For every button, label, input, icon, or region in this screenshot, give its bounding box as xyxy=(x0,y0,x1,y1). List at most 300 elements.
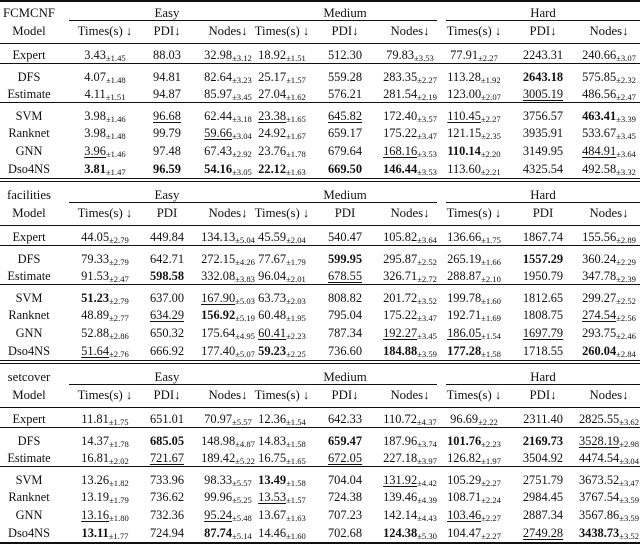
model-name: DFS xyxy=(17,251,41,266)
cell-value: 192.71 xyxy=(447,308,482,323)
cell-value: 101.76 xyxy=(447,433,482,448)
cell-std: ±2.20 xyxy=(480,149,501,159)
column-header: PDI↓ xyxy=(331,388,359,402)
cell-std: ±3.45 xyxy=(232,92,252,103)
cell-value: 2643.18 xyxy=(522,69,564,84)
table-row xyxy=(0,340,640,362)
cell-value: 724.38 xyxy=(327,490,363,505)
group-header-easy: Easy xyxy=(154,370,180,384)
cell-std: ±5.03 xyxy=(235,295,255,306)
column-header: PDI↓ xyxy=(331,24,359,38)
cell-value: 3149.95 xyxy=(522,144,564,158)
cell-value: 659.17 xyxy=(327,126,363,141)
cell-std: ±3.04 xyxy=(232,131,252,142)
cell-value: 326.71 xyxy=(383,269,418,284)
cell-value: 2887.34 xyxy=(522,508,564,522)
cell-value: 721.67 xyxy=(149,451,185,466)
cell-value: 795.04 xyxy=(327,308,363,323)
column-header: PDI xyxy=(334,206,356,220)
cell-value: 25.17 xyxy=(258,69,287,84)
cell-value: 103.46 xyxy=(447,508,482,522)
table-cell xyxy=(374,340,446,362)
cell-value: 736.60 xyxy=(327,343,363,358)
cell-std: ±3.05 xyxy=(232,166,252,177)
table-row xyxy=(0,158,640,180)
cell-std: ±2.52 xyxy=(417,256,437,267)
model-name: GNN xyxy=(15,326,43,340)
model-name: GNN xyxy=(15,144,43,158)
cell-value: 45.59 xyxy=(258,230,287,244)
cell-value: 724.94 xyxy=(149,525,185,540)
cell-value: 32.98 xyxy=(204,48,233,62)
column-header: PDI↓ xyxy=(529,388,557,402)
cell-value: 288.87 xyxy=(447,269,482,284)
column-header: PDI xyxy=(532,206,554,220)
cell-value: 3.96 xyxy=(84,144,106,158)
cell-value: 1950.79 xyxy=(522,269,564,284)
cell-std: ±3.53 xyxy=(414,53,434,63)
cell-value: 666.92 xyxy=(149,343,185,358)
cell-std: ±4.95 xyxy=(235,331,255,341)
cell-value: 332.08 xyxy=(201,269,236,284)
column-header: Times(s) ↓ xyxy=(77,206,133,220)
cell-value: 98.33 xyxy=(204,472,233,487)
table-rule xyxy=(0,102,640,103)
cell-value: 48.89 xyxy=(81,308,110,323)
cell-std: ±2.77 xyxy=(109,313,129,324)
cell-value: 707.23 xyxy=(327,508,363,522)
model-header: Model xyxy=(12,24,46,38)
column-header: Nodes↓ xyxy=(208,388,248,402)
cell-value: 283.35 xyxy=(383,69,418,84)
cell-std: ±2.03 xyxy=(286,295,306,306)
cell-std: ±2.10 xyxy=(481,274,501,285)
cell-value: 13.16 xyxy=(81,508,110,522)
cell-value: 110.72 xyxy=(383,412,417,426)
cell-value: 67.43 xyxy=(204,144,233,158)
cell-std: ±3.74 xyxy=(417,438,437,449)
cell-value: 449.84 xyxy=(149,230,185,244)
cell-value: 736.62 xyxy=(149,490,185,505)
cell-std: ±3.97 xyxy=(417,456,437,467)
cell-value: 189.42 xyxy=(201,451,236,466)
table-rule xyxy=(0,466,640,467)
cell-std: ±2.27 xyxy=(481,530,501,541)
cell-value: 678.55 xyxy=(327,269,363,284)
column-header: Times(s) ↓ xyxy=(77,24,133,38)
cell-value: 148.98 xyxy=(201,433,236,448)
cell-value: 113.28 xyxy=(447,69,481,84)
cell-value: 1812.65 xyxy=(522,290,564,305)
model-name: Ranknet xyxy=(8,126,50,141)
cell-std: ±4.43 xyxy=(417,513,437,523)
cell-value: 672.05 xyxy=(327,451,363,466)
table-cell xyxy=(309,522,381,544)
cell-std: ±1.66 xyxy=(481,256,501,267)
cell-std: ±3.64 xyxy=(616,149,636,159)
cell-value: 96.68 xyxy=(153,108,181,123)
cell-value: 1808.75 xyxy=(522,308,564,323)
cell-value: 110.45 xyxy=(447,108,481,123)
cell-value: 704.04 xyxy=(327,472,363,487)
cell-std: ±3.52 xyxy=(417,295,437,306)
cell-value: 486.56 xyxy=(582,87,617,102)
cell-value: 24.92 xyxy=(258,126,287,141)
cell-value: 79.33 xyxy=(81,251,110,266)
header-row-columns xyxy=(0,20,640,42)
cell-value: 227.18 xyxy=(383,451,418,466)
group-header-easy: Easy xyxy=(154,188,180,202)
cell-value: 651.01 xyxy=(149,412,185,426)
cell-std: ±3.52 xyxy=(619,530,640,541)
table-rule xyxy=(0,542,640,544)
cell-value: 184.88 xyxy=(383,343,418,358)
cell-value: 13.53 xyxy=(258,490,287,505)
cell-value: 463.41 xyxy=(582,108,617,123)
cell-value: 175.64 xyxy=(201,326,236,340)
cell-std: ±1.57 xyxy=(286,495,306,506)
cell-value: 3567.86 xyxy=(578,508,620,522)
cell-std: ±5.30 xyxy=(417,530,437,541)
cell-std: ±3.47 xyxy=(417,313,437,324)
cell-std: ±3.47 xyxy=(619,477,640,488)
cell-value: 94.81 xyxy=(153,69,181,84)
cell-value: 124.38 xyxy=(383,525,418,540)
cell-std: ±3.04 xyxy=(619,456,640,467)
cell-value: 576.21 xyxy=(327,87,363,102)
cell-value: 3935.91 xyxy=(522,126,564,141)
cell-value: 260.04 xyxy=(582,343,617,358)
cell-value: 177.40 xyxy=(201,343,236,358)
cell-value: 14.83 xyxy=(258,433,287,448)
cell-value: 4474.54 xyxy=(578,451,620,466)
cell-value: 23.38 xyxy=(258,108,287,123)
cell-std: ±1.67 xyxy=(286,131,306,142)
model-name: DFS xyxy=(17,69,41,84)
cell-value: 533.67 xyxy=(582,126,617,141)
cell-value: 94.87 xyxy=(153,87,181,102)
group-header-medium: Medium xyxy=(323,370,367,384)
cell-std: ±2.27 xyxy=(481,477,501,488)
cell-std: ±4.39 xyxy=(417,495,437,506)
cell-value: 51.64 xyxy=(81,343,110,358)
cell-value: 669.50 xyxy=(327,161,363,176)
cell-value: 295.87 xyxy=(383,251,418,266)
model-header: Model xyxy=(12,206,46,220)
cell-value: 113.60 xyxy=(447,161,481,176)
cell-std: ±1.77 xyxy=(108,530,129,541)
cell-std: ±2.39 xyxy=(616,274,636,285)
model-name: Dso4NS xyxy=(8,343,50,358)
cell-value: 4325.54 xyxy=(522,161,564,176)
table-rule xyxy=(0,427,640,428)
model-name: SVM xyxy=(15,472,43,487)
cell-value: 156.92 xyxy=(201,308,236,323)
cell-std: ±2.07 xyxy=(481,92,501,103)
table-cell xyxy=(246,158,318,180)
cell-value: 168.16 xyxy=(383,144,418,158)
cell-std: ±1.92 xyxy=(480,74,501,85)
column-header: Nodes↓ xyxy=(208,206,248,220)
cell-value: 733.96 xyxy=(149,472,185,487)
group-header-hard: Hard xyxy=(530,188,556,202)
column-header: Nodes↓ xyxy=(208,24,248,38)
cell-value: 11.81 xyxy=(81,412,109,426)
cell-std: ±5.22 xyxy=(235,456,255,467)
cell-std: ±2.46 xyxy=(616,331,636,341)
table-block-FCMCNF xyxy=(0,0,640,180)
column-header: Times(s) ↓ xyxy=(254,388,310,402)
cell-std: ±3.57 xyxy=(417,113,437,124)
cell-value: 192.27 xyxy=(383,326,418,340)
group-header-hard: Hard xyxy=(530,6,556,20)
cell-value: 54.16 xyxy=(204,161,233,176)
cell-std: ±2.29 xyxy=(616,256,636,267)
cell-value: 52.88 xyxy=(81,326,110,340)
model-name: Expert xyxy=(12,412,46,426)
cell-value: 62.44 xyxy=(204,108,233,123)
cell-value: 99.96 xyxy=(204,490,233,505)
cell-value: 44.05 xyxy=(81,230,110,244)
cell-value: 186.05 xyxy=(447,326,482,340)
table-rule xyxy=(0,360,640,361)
cell-std: ±3.45 xyxy=(616,131,636,142)
cell-std: ±4.87 xyxy=(235,438,255,449)
cell-std: ±3.39 xyxy=(616,113,636,124)
column-header: Times(s) ↓ xyxy=(254,24,310,38)
cell-value: 637.00 xyxy=(149,290,185,305)
cell-value: 347.78 xyxy=(582,269,617,284)
cell-std: ±1.48 xyxy=(105,131,126,142)
cell-value: 82.64 xyxy=(204,69,233,84)
cell-value: 787.34 xyxy=(327,326,363,340)
table-cell xyxy=(438,158,510,180)
cell-value: 2311.40 xyxy=(523,412,563,426)
column-header: PDI↓ xyxy=(153,388,181,402)
cell-value: 293.75 xyxy=(582,326,617,340)
cell-std: ±1.80 xyxy=(109,513,129,523)
cell-value: 14.46 xyxy=(258,525,287,540)
model-name: Expert xyxy=(12,48,46,62)
cell-std: ±1.79 xyxy=(286,256,306,267)
cell-value: 274.54 xyxy=(582,308,617,323)
cell-std: ±3.47 xyxy=(417,131,437,142)
table-cell xyxy=(507,340,579,362)
cell-std: ±1.63 xyxy=(286,513,306,523)
cell-std: ±2.02 xyxy=(109,456,129,467)
cell-value: 3504.92 xyxy=(522,451,564,466)
cell-std: ±3.07 xyxy=(616,53,636,63)
cell-std: ±1.75 xyxy=(481,235,501,245)
cell-value: 240.66 xyxy=(582,48,617,62)
column-header: PDI xyxy=(156,206,178,220)
cell-std: ±4.37 xyxy=(416,417,437,427)
cell-std: ±2.47 xyxy=(109,274,129,285)
cell-std: ±1.57 xyxy=(286,74,306,85)
cell-value: 88.03 xyxy=(153,48,181,62)
cell-value: 27.04 xyxy=(258,87,287,102)
column-header: Nodes↓ xyxy=(589,206,629,220)
cell-value: 18.92 xyxy=(258,48,287,62)
cell-value: 13.67 xyxy=(258,508,287,522)
model-header: Model xyxy=(12,388,46,402)
cell-value: 642.71 xyxy=(149,251,185,266)
cell-value: 13.19 xyxy=(81,490,110,505)
cell-value: 136.66 xyxy=(447,230,482,244)
cell-std: ±1.58 xyxy=(481,348,501,359)
table-rule xyxy=(0,63,640,64)
cell-value: 85.97 xyxy=(204,87,233,102)
cell-std: ±5.25 xyxy=(232,495,252,506)
cell-value: 126.82 xyxy=(447,451,482,466)
cell-std: ±2.76 xyxy=(109,348,129,359)
cell-value: 77.67 xyxy=(258,251,287,266)
cell-value: 23.76 xyxy=(258,144,287,158)
cell-value: 3673.52 xyxy=(578,472,620,487)
cell-std: ±2.04 xyxy=(286,235,306,245)
cell-value: 4.07 xyxy=(84,69,106,84)
column-header: Nodes↓ xyxy=(589,24,629,38)
cell-std: ±2.86 xyxy=(109,331,129,341)
cell-std: ±5.07 xyxy=(235,348,255,359)
cell-value: 3756.57 xyxy=(522,108,564,123)
cell-value: 104.47 xyxy=(447,525,482,540)
cell-value: 16.81 xyxy=(81,451,110,466)
cell-std: ±2.27 xyxy=(481,513,501,523)
cell-std: ±3.59 xyxy=(417,348,437,359)
cell-std: ±5.14 xyxy=(232,530,252,541)
cell-std: ±4.26 xyxy=(235,256,255,267)
cell-value: 281.54 xyxy=(383,87,418,102)
cell-std: ±1.79 xyxy=(109,495,129,506)
cell-value: 131.92 xyxy=(383,472,418,487)
column-header: Nodes↓ xyxy=(390,388,430,402)
cell-std: ±2.56 xyxy=(616,313,636,324)
column-header: Times(s) ↓ xyxy=(446,24,502,38)
cell-std: ±1.47 xyxy=(105,166,126,177)
cell-value: 3.43 xyxy=(84,48,106,62)
cell-value: 123.00 xyxy=(447,87,482,102)
cell-value: 3528.19 xyxy=(578,433,620,448)
cell-std: ±1.97 xyxy=(481,456,501,467)
cell-value: 2169.73 xyxy=(522,433,564,448)
cell-std: ±2.21 xyxy=(480,166,501,177)
group-header-easy: Easy xyxy=(154,6,180,20)
table-cell xyxy=(573,522,640,544)
cell-std: ±1.65 xyxy=(286,113,306,124)
cell-value: 2751.79 xyxy=(522,472,564,487)
cell-std: ±2.92 xyxy=(232,149,252,159)
cell-value: 105.82 xyxy=(383,230,418,244)
cell-value: 265.19 xyxy=(447,251,482,266)
cell-value: 492.58 xyxy=(582,161,617,176)
cell-std: ±1.46 xyxy=(105,113,126,124)
cell-value: 155.56 xyxy=(582,230,617,244)
cell-std: ±2.79 xyxy=(109,295,129,306)
cell-std: ±4.42 xyxy=(417,477,437,488)
table-block-setcover xyxy=(0,364,640,544)
table-cell xyxy=(507,158,579,180)
cell-value: 634.29 xyxy=(149,308,185,323)
cell-std: ±1.82 xyxy=(109,477,129,488)
model-name: Expert xyxy=(12,230,46,244)
cell-value: 702.68 xyxy=(327,525,363,540)
cell-value: 108.71 xyxy=(447,490,482,505)
cell-value: 142.14 xyxy=(383,508,418,522)
column-header: Times(s) ↓ xyxy=(446,388,502,402)
cell-value: 2243.31 xyxy=(522,48,564,62)
table-block-facilities xyxy=(0,182,640,362)
cell-value: 679.64 xyxy=(327,144,363,158)
cell-value: 599.95 xyxy=(327,251,363,266)
cell-value: 95.24 xyxy=(204,508,233,522)
column-header: Times(s) ↓ xyxy=(77,388,133,402)
cell-value: 175.22 xyxy=(383,308,418,323)
cell-value: 77.91 xyxy=(450,48,479,62)
model-name: Ranknet xyxy=(8,490,50,505)
cell-std: ±5.04 xyxy=(235,235,255,245)
dataset-name: setcover xyxy=(7,370,51,384)
column-header: Nodes↓ xyxy=(390,24,430,38)
model-name: Estimate xyxy=(7,87,51,102)
cell-std: ±1.78 xyxy=(109,438,129,449)
cell-std: ±2.52 xyxy=(616,295,636,306)
cell-std: ±1.51 xyxy=(286,53,306,63)
cell-std: ±1.58 xyxy=(286,477,306,488)
cell-value: 1718.55 xyxy=(522,343,564,358)
cell-std: ±2.25 xyxy=(286,348,306,359)
cell-std: ±2.19 xyxy=(417,92,437,103)
table-cell xyxy=(573,340,640,362)
column-header: PDI↓ xyxy=(153,24,181,38)
cell-std: ±2.79 xyxy=(109,256,129,267)
cell-value: 540.47 xyxy=(327,230,363,244)
cell-value: 808.82 xyxy=(327,290,363,305)
cell-std: ±2.01 xyxy=(286,274,306,285)
table-cell xyxy=(246,522,318,544)
cell-value: 14.37 xyxy=(81,433,110,448)
cell-value: 13.49 xyxy=(258,472,287,487)
group-header-medium: Medium xyxy=(323,188,367,202)
cell-std: ±2.24 xyxy=(481,495,501,506)
cell-std: ±3.83 xyxy=(235,274,255,285)
cell-value: 360.24 xyxy=(582,251,617,266)
cell-std: ±1.58 xyxy=(286,438,306,449)
cell-std: ±3.23 xyxy=(232,74,252,85)
cell-std: ±1.95 xyxy=(286,313,306,324)
cell-value: 659.47 xyxy=(327,433,363,448)
table-cell xyxy=(438,522,510,544)
cell-value: 199.78 xyxy=(447,290,482,305)
cell-value: 575.85 xyxy=(582,69,617,84)
cell-value: 105.29 xyxy=(447,472,482,487)
table-rule xyxy=(0,245,640,246)
cell-value: 87.74 xyxy=(204,525,233,540)
cell-std: ±3.62 xyxy=(619,417,640,427)
cell-std: ±2.22 xyxy=(478,417,498,427)
cell-value: 685.05 xyxy=(149,433,185,448)
cell-value: 63.73 xyxy=(258,290,287,305)
cell-std: ±2.35 xyxy=(481,131,501,142)
cell-value: 59.23 xyxy=(258,343,287,358)
cell-std: ±3.32 xyxy=(616,166,636,177)
column-header: PDI↓ xyxy=(529,24,557,38)
column-header: Nodes↓ xyxy=(589,388,629,402)
cell-std: ±3.59 xyxy=(619,513,640,523)
cell-std: ±2.32 xyxy=(616,74,636,85)
cell-std: ±1.51 xyxy=(105,92,126,103)
cell-std: ±2.98 xyxy=(619,438,640,449)
